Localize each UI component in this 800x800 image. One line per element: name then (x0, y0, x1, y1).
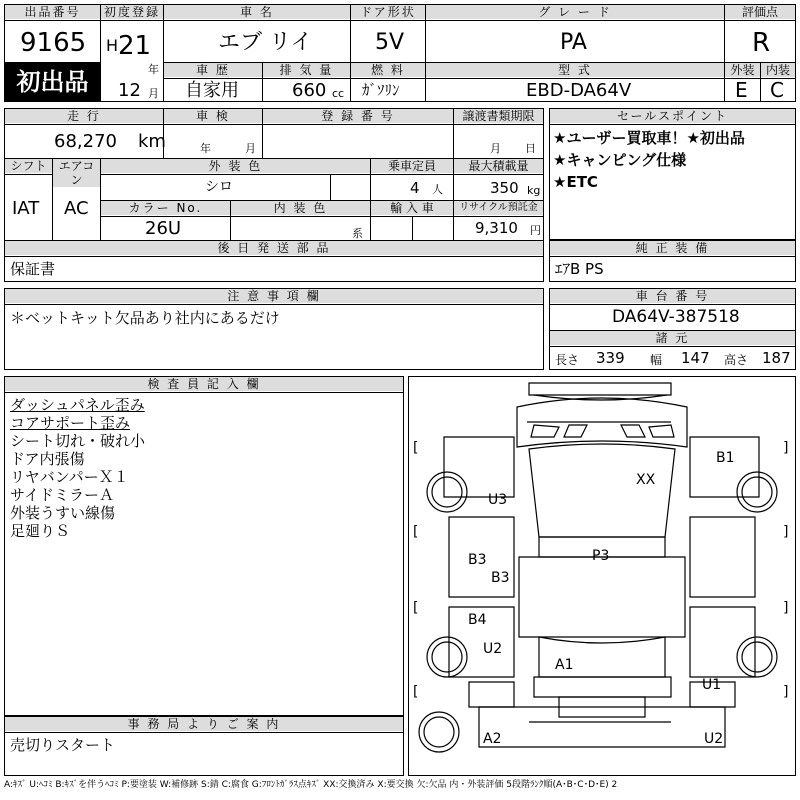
inspection-month-unit: 月 (245, 142, 256, 155)
length-label: 長さ (555, 353, 580, 367)
bracket-left-low: [ (413, 600, 419, 616)
damage-mark-b3-lower: B3 (491, 570, 510, 586)
bracket-left-top: [ (413, 440, 419, 456)
fuel-label: 燃 料 (351, 63, 425, 77)
color-value: シロ (205, 179, 233, 195)
bracket-right-top: ] (783, 440, 789, 456)
damage-mark-b1: B1 (716, 450, 735, 466)
score-label: 評価点 (725, 5, 795, 19)
inspector-item: ドア内張傷 (10, 450, 85, 468)
seats-unit: 人 (432, 183, 443, 196)
inspector-item: リヤバンパーＸ１ (10, 468, 129, 486)
genuine-label: 純 正 装 備 (550, 241, 795, 255)
transfer-month-unit: 月 (490, 142, 501, 155)
load-value: 350 (490, 179, 519, 197)
damage-mark-xx: XX (636, 472, 656, 488)
door-label: ドア形状 (351, 5, 425, 19)
inspection-year-unit: 年 (200, 142, 211, 155)
damage-mark-u3: U3 (488, 492, 508, 508)
fuel-value: ｶﾞｿﾘﾝ (362, 81, 400, 99)
car-name-value: エブ リイ (218, 30, 313, 55)
ac-value: AC (64, 198, 89, 219)
damage-mark-a1: A1 (555, 657, 574, 673)
month-unit: 月 (148, 87, 159, 100)
car-diagram (409, 377, 795, 775)
later-parts-label: 後 日 発 送 部 品 (5, 241, 543, 255)
era-letter: H (106, 36, 119, 55)
displacement-value: 660 (292, 80, 327, 101)
bracket-left-bottom: [ (413, 684, 419, 700)
inspector-item: サイドミラーＡ (10, 486, 114, 504)
mileage-label: 走 行 (5, 109, 163, 123)
recycle-value: 9,310 (475, 219, 518, 237)
model-label: 型 式 (426, 63, 724, 77)
inspector-item: 外装うすい線傷 (10, 504, 116, 522)
recycle-unit: 円 (530, 224, 541, 237)
first-reg-label: 初度登録 (101, 5, 163, 19)
width-label: 幅 (650, 353, 663, 367)
ext-label: 外装 (725, 63, 760, 77)
mileage-unit: km (138, 131, 166, 152)
chassis-label: 車 台 番 号 (550, 289, 795, 303)
genuine-value: ｴｱB PS (555, 260, 604, 278)
history-label: 車 歴 (164, 63, 262, 77)
later-parts-value: 保証書 (10, 260, 56, 278)
seats-label: 乗車定員 (371, 159, 453, 173)
office-value: 売切りスタート (10, 736, 116, 754)
inspector-item: シート切れ・破れ小 (10, 432, 146, 450)
inspector-label: 検 査 員 記 入 欄 (5, 377, 403, 391)
height-value: 187 (762, 349, 791, 367)
model-value: EBD-DA64V (526, 80, 632, 101)
door-value: 5V (375, 30, 405, 55)
inspector-item: コアサポート歪み (10, 414, 131, 432)
damage-mark-p3: P3 (592, 548, 610, 564)
int-color-label: 内 装 色 (231, 201, 370, 215)
recycle-label: リサイクル預託金 (454, 201, 543, 215)
mileage-value: 68,270 (54, 131, 117, 152)
dims-label: 諸 元 (550, 331, 795, 345)
month-value: 12 (118, 80, 141, 101)
inspector-item: 足廻りＳ (10, 522, 71, 540)
transfer-label: 譲渡書類期限 (454, 109, 543, 123)
damage-mark-b4: B4 (468, 612, 487, 628)
damage-mark-b3-upper: B3 (468, 552, 487, 568)
bracket-left-mid: [ (413, 524, 419, 540)
color-no-value: 26U (145, 218, 182, 239)
int-label: 内装 (761, 63, 795, 77)
displacement-unit: cc (332, 87, 345, 100)
seats-value: 4 (410, 179, 420, 197)
reg-label: 登 録 番 号 (263, 109, 453, 123)
shift-label: シフト (5, 159, 52, 173)
import-label: 輸 入 車 (371, 201, 453, 215)
chassis-value: DA64V-387518 (612, 307, 740, 327)
score-value: R (752, 28, 771, 58)
sales-point-2: ★キャンピング仕様 (553, 151, 687, 169)
color-label: 外 装 色 (101, 159, 370, 173)
inspection-label: 車 検 (164, 109, 262, 123)
height-label: 高さ (724, 353, 749, 367)
damage-mark-a2: A2 (483, 731, 502, 747)
notes-label: 注 意 事 項 欄 (5, 289, 543, 303)
color-no-label: カラー No. (101, 201, 230, 215)
office-label: 事 務 局 よ り ご 案 内 (5, 717, 403, 731)
year-unit: 年 (148, 63, 159, 76)
shift-value: IAT (12, 198, 40, 219)
grade-value: PA (560, 30, 587, 55)
inspector-item: ダッシュパネル歪み (10, 396, 145, 414)
int-color-unit: 系 (352, 227, 363, 240)
sales-points-label: セールスポイント (550, 109, 795, 123)
int-value: C (770, 78, 784, 102)
damage-mark-u1: U1 (702, 677, 722, 693)
damage-mark-u2-rear: U2 (704, 731, 724, 747)
history-value: 自家用 (185, 80, 239, 101)
lot-number: 9165 (20, 28, 87, 58)
ext-value: E (735, 78, 748, 102)
load-label: 最大積載量 (454, 159, 543, 173)
width-value: 147 (681, 349, 710, 367)
car-name-label: 車 名 (164, 5, 350, 19)
bracket-right-low: ] (783, 600, 789, 616)
length-value: 339 (596, 349, 625, 367)
inspector-items-list (10, 396, 145, 540)
sales-point-3: ★ETC (553, 173, 598, 191)
bracket-right-mid: ] (783, 524, 789, 540)
grade-label: グ レ ー ド (426, 5, 724, 19)
year-value: 21 (118, 31, 152, 61)
load-unit: kg (527, 184, 541, 197)
transfer-day-unit: 日 (525, 142, 536, 155)
ac-label: エアコン (53, 159, 100, 187)
notes-value: ＊ベットキット欠品あり社内にあるだけ (10, 309, 280, 327)
sales-point-1: ★ユーザー買取車！★初出品 (553, 129, 745, 147)
first-listing-badge: 初出品 (5, 63, 100, 101)
lot-label: 出品番号 (5, 5, 100, 19)
displacement-label: 排 気 量 (263, 63, 350, 77)
bracket-right-bottom: ] (783, 684, 789, 700)
legend-text: A:ｷｽﾞ U:ﾍｺﾐ B:ｷｽﾞを伴うﾍｺﾐ P:要塗装 W:補修跡 S:錆 C:腐食 G:ﾌﾛﾝﾄｶﾞﾗｽ点ｷｽﾞ XX:交換済み X:要交換 欠:欠品 内・外装評価 5段階ﾗﾝｸ順(A･B･C･D･E) 2 (4, 780, 618, 790)
damage-mark-u2-left: U2 (483, 641, 503, 657)
